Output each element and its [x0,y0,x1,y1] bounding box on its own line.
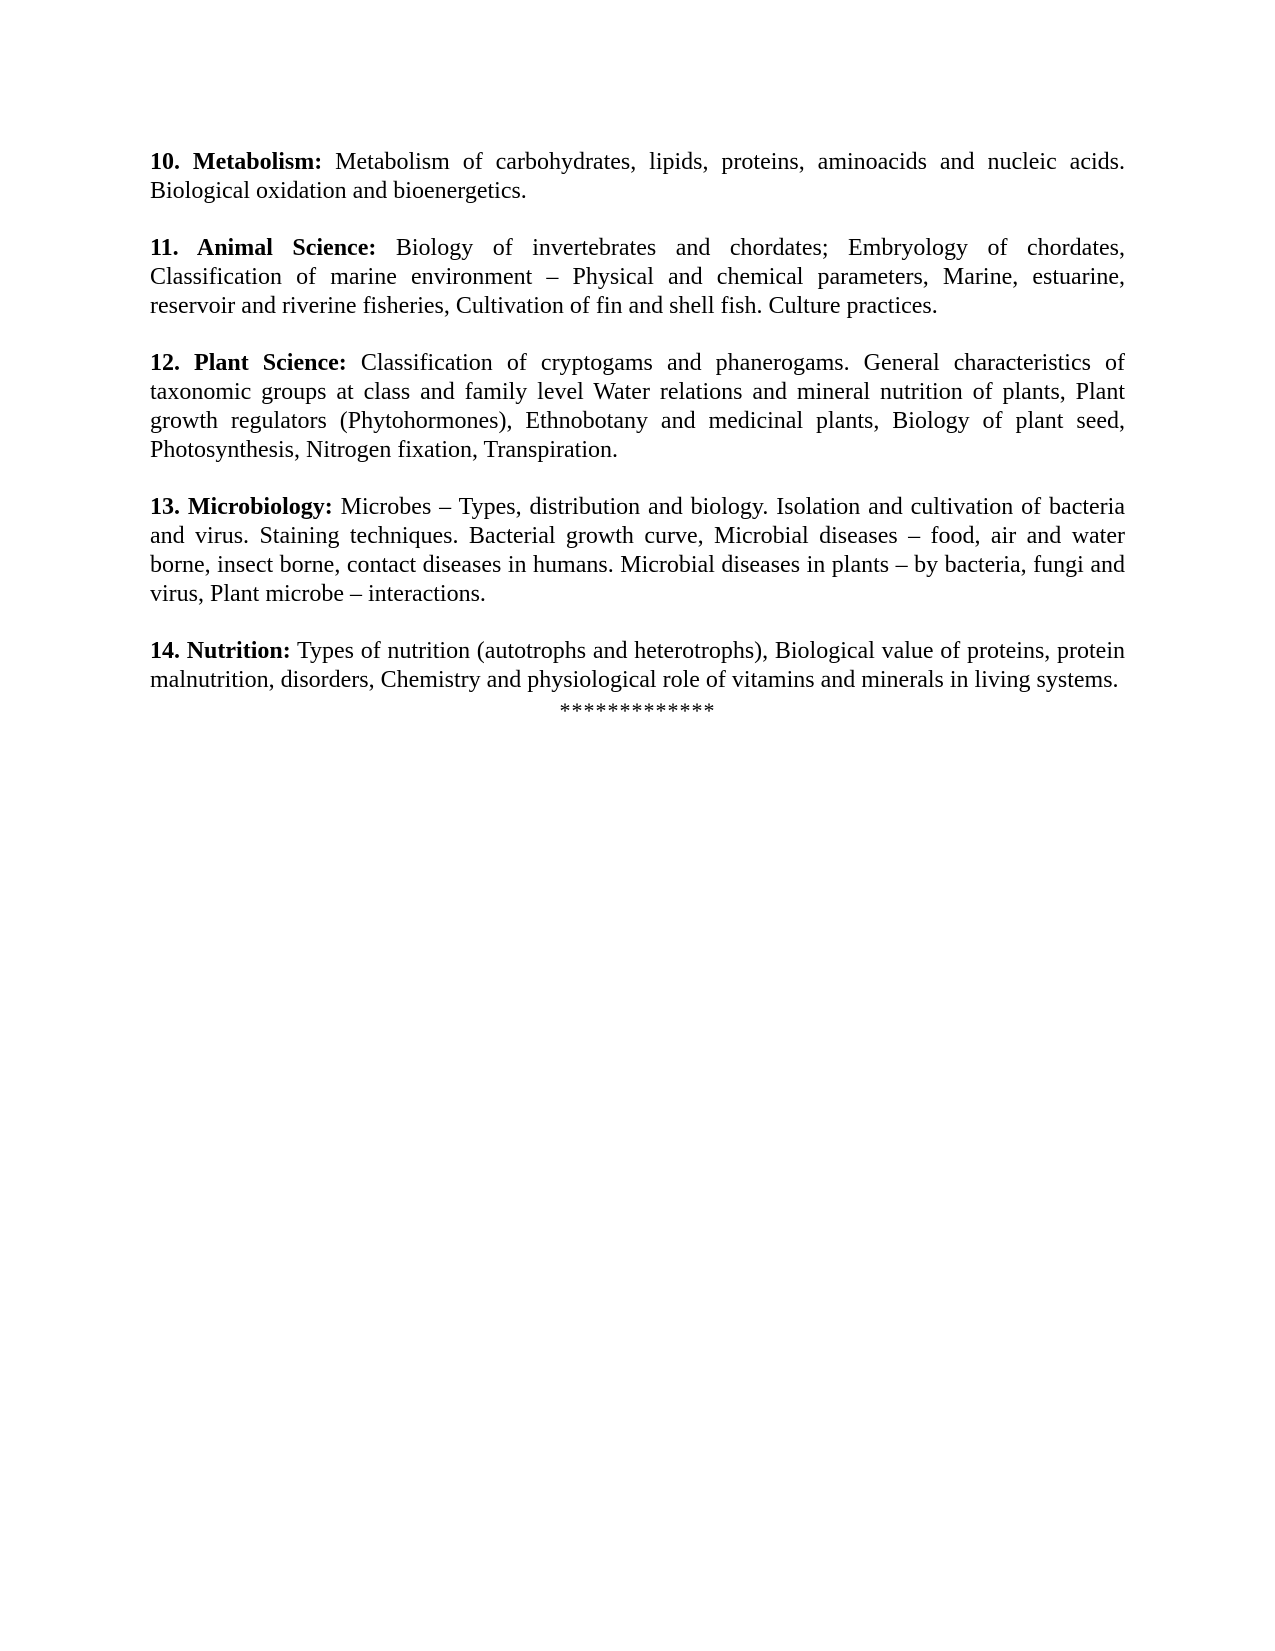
section-microbiology [150,493,1125,609]
section-title: 11. Animal Science: [150,235,377,261]
section-title: 14. Nutrition: [150,638,291,664]
section-body: Microbes – Types, distribution and biology. Isolation and cultivation of bacteria and virus. Staining techniques. Bacterial growth curve, Microbial diseases – food, air and water borne, insect borne, contact diseases in humans. Microbial diseases in plants – by bacteria, fungi and virus, Plant microbe – interactions. [150,494,1125,607]
section-body: Metabolism of carbohydrates, lipids, proteins, aminoacids and nucleic acids. Biological oxidation and bioenergetics. [150,149,1125,204]
syllabus-content [150,148,1125,729]
section-title: 10. Metabolism: [150,149,323,175]
section-title: 13. Microbiology: [150,494,333,520]
section-plant-science [150,349,1125,465]
section-animal-science [150,234,1125,321]
section-metabolism [150,148,1125,206]
end-mark-container [150,690,1125,725]
end-of-document-mark: ************* [559,698,716,723]
section-nutrition [150,637,1125,695]
section-body: Types of nutrition (autotrophs and heterotrophs), Biological value of proteins, protein malnutrition, disorders, Chemistry and physiological role of vitamins and minerals in living systems. [150,638,1125,693]
section-body: Biology of invertebrates and chordates; Embryology of chordates, Classification of marine environment – Physical and chemical parameters, Marine, estuarine, reservoir and riverine fisheries, Cultivation of fin and shell fish. Culture practices. [150,235,1125,319]
section-title: 12. Plant Science: [150,350,347,376]
section-body: Classification of cryptogams and phanerogams. General characteristics of taxonomic groups at class and family level Water relations and mineral nutrition of plants, Plant growth regulators (Phytohormones), Ethnobotany and medicinal plants, Biology of plant seed, Photosynthesis, Nitrogen fixation, Transpiration. [150,350,1125,463]
